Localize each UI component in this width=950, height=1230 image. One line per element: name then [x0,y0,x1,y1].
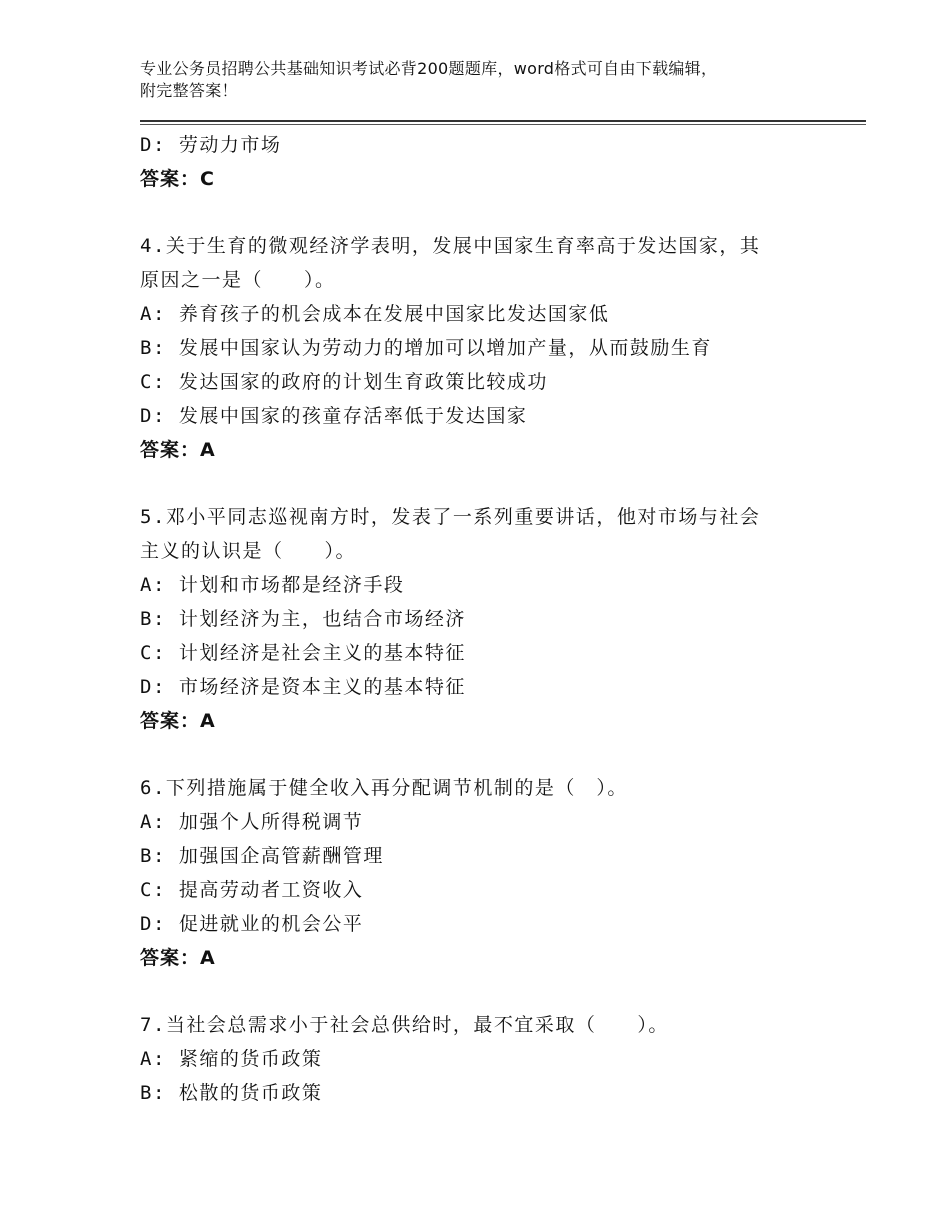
answer-line: 答案：A [140,439,216,461]
question-stem-line-1: 7.当社会总需求小于社会总供给时，最不宜采取（ ）。 [140,1014,669,1036]
option-d: D: 发展中国家的孩童存活率低于发达国家 [140,405,528,427]
header-divider-thin [140,124,866,125]
question-list [140,128,820,1110]
option-a: A: 紧缩的货币政策 [140,1048,323,1070]
answer-line: 答案：C [140,168,215,190]
answer-line: 答案：A [140,947,216,969]
option-a: A: 计划和市场都是经济手段 [140,574,405,596]
option-b: B: 加强国企高管薪酬管理 [140,845,384,867]
question-stem-line-2: 原因之一是（ ）。 [140,269,336,291]
option-a: A: 养育孩子的机会成本在发展中国家比发达国家低 [140,303,610,325]
question-5 [140,500,820,738]
question-stem-line-1: 5.邓小平同志巡视南方时，发表了一系列重要讲话，他对市场与社会 [140,506,761,528]
option-c: C: 计划经济是社会主义的基本特征 [140,642,466,664]
question-stem-line-1: 4.关于生育的微观经济学表明，发展中国家生育率高于发达国家，其 [140,235,761,257]
answer-line: 答案：A [140,710,216,732]
spacer [140,975,820,1008]
question-stem-line-1: 6.下列措施属于健全收入再分配调节机制的是（ ）。 [140,777,628,799]
spacer [140,196,820,229]
option-b: B: 发展中国家认为劳动力的增加可以增加产量，从而鼓励生育 [140,337,712,359]
option-b: B: 松散的货币政策 [140,1082,323,1104]
option-a: A: 加强个人所得税调节 [140,811,364,833]
header-line-1: 专业公务员招聘公共基础知识考试必背200题题库，word格式可自由下载编辑， [140,59,718,78]
question-3-tail [140,128,820,196]
spacer [140,467,820,500]
question-4 [140,229,820,467]
question-stem-line-2: 主义的认识是（ ）。 [140,540,357,562]
header-divider-thick [140,120,866,122]
option-c: C: 发达国家的政府的计划生育政策比较成功 [140,371,548,393]
option-d: D: 劳动力市场 [140,134,282,156]
question-7 [140,1008,820,1110]
option-c: C: 提高劳动者工资收入 [140,879,364,901]
option-d: D: 市场经济是资本主义的基本特征 [140,676,466,698]
question-6 [140,771,820,975]
option-d: D: 促进就业的机会公平 [140,913,364,935]
header-line-2: 附完整答案！ [140,81,238,100]
document-header [140,58,840,102]
option-b: B: 计划经济为主，也结合市场经济 [140,608,466,630]
spacer [140,738,820,771]
